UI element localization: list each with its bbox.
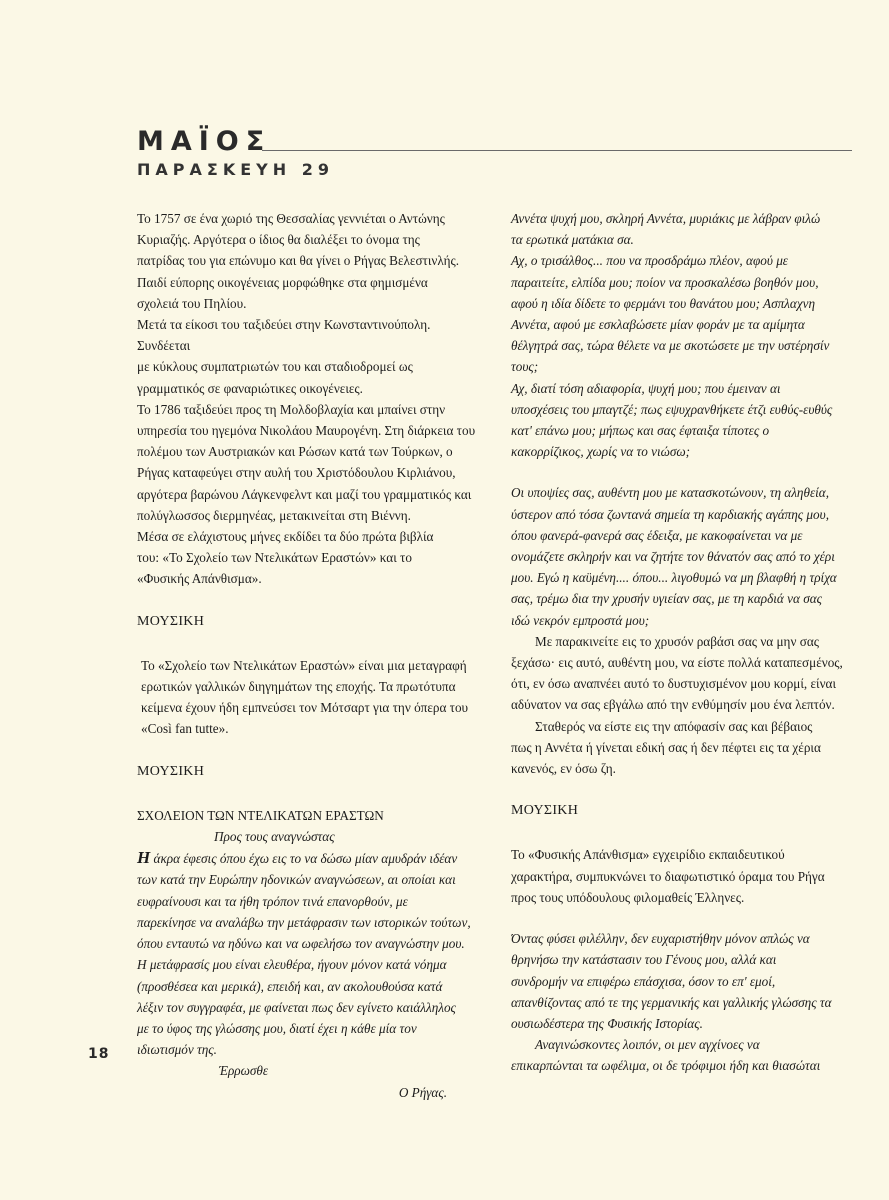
text-line: θρηνήσω την κατάστασιν του Γένους μου, αλλά και (511, 952, 777, 968)
text-line: Με παρακινείτε εις το χρυσόν ραβάσι σας να μην σας (535, 633, 819, 649)
text-line: Το «Φυσικής Απάνθισμα» εγχειρίδιο εκπαιδευτικού (511, 847, 785, 863)
text-line: χαρακτήρα, συμπυκνώνει το διαφωτιστικό όραμα του Ρήγα (511, 868, 825, 884)
text-line: αδύνατον να σας εβγάλω από την ενθύμησίν μου ένα λεπτόν. (511, 697, 835, 713)
book-title: ΣΧΟΛΕΙΟΝ ΤΩΝ ΝΤΕΛΙΚΑΤΩΝ ΕΡΑΣΤΩΝ (137, 807, 384, 823)
physics-quote (511, 928, 851, 1076)
text-line: πως η Αννέτα ή γίνεται εδική σας ή δεν πέφτει εις τα χέρια (511, 739, 821, 755)
section-heading-music-3: ΜΟΥΣΙΚΗ (511, 803, 579, 819)
text-line: Αχ, ο τρισάλθος... που να προσδράμω πλέον, αφού με (511, 253, 789, 269)
text-line (137, 847, 483, 869)
text-line: του: «Το Σχολείο των Ντελικάτων Εραστών» και το (137, 550, 412, 566)
text-line: με το ύφος της γλώσσης μου, διατί έχει η κάθε μία τον (137, 1020, 417, 1036)
section-heading-music-2: ΜΟΥΣΙΚΗ (137, 763, 205, 779)
text-line: υποσχέσεις του μπαγτζέ; πως εψυχρανθήκετε έτζι ευθύς-ευθύς (511, 401, 833, 417)
text-line: Αχ, διατί τόση αδιαφορία, ψυχή μου; που έμειναν αι (511, 380, 781, 396)
letter-excerpt-4 (511, 716, 851, 737)
text-line: ιδώ νεκρόν εμπροστά μου; (511, 612, 650, 628)
text-line: παραιτείτε, ελπίδα μου; ποίον να προσκαλέσω βοηθόν μου, (511, 274, 819, 290)
text-line: γραμματικός σε φαναριώτικες οικογένειες. (137, 380, 363, 396)
text-line: Το 1757 σε ένα χωριό της Θεσσαλίας γεννιέται ο Αντώνης (137, 211, 445, 226)
text-line: κανενός, εν όσω ζη. (511, 761, 616, 777)
text-line: σχολειά του Πηλίου. (137, 295, 247, 311)
text-line: προς τους υπόδουλους φιλομαθείς Έλληνες. (511, 889, 745, 905)
text-line: Το 1786 ταξιδεύει προς τη Μολδοβλαχία και μπαίνει στην (137, 401, 446, 417)
paragraph-gap (511, 908, 851, 928)
text-line: σας, τρέμω δια την χρυσήν υγιείαν σας, με τη καρδιά να σας (511, 591, 822, 607)
text-line: αφού η ιδία δίδετε το φερμάνι του θανάτου μου; Ασπλαχνη (511, 295, 816, 311)
text-line: αργότερα βαρώνου Λάγκενφελντ και μαζί του γραμματικός και (137, 486, 472, 502)
text-line: Το «Σχολείο των Ντελικάτων Εραστών» είναι μια μεταγραφή (141, 657, 467, 673)
text-line: ιδιωτισμόν της. (137, 1042, 217, 1058)
letter-excerpt-4-cont (511, 737, 851, 779)
text-line: Αννέτα, αφού με εσκλαβώσετε μίαν φοράν με τα αμίμητα (511, 317, 805, 333)
text-line: Παιδί εύπορης οικογένειας μορφώθηκε στα φημισμένα (137, 274, 428, 290)
signature: Ο Ρήγας. (398, 1084, 447, 1100)
text-line: ύστερον από τόσα ζωντανά σημεία τη καρδιακής αγάπης μου, (511, 506, 829, 522)
text-line: υπηρεσία του ηγεμόνα Νικολάου Μαυρογένη. Στη διάρκεια του (137, 423, 476, 439)
letter-excerpt-2 (511, 482, 851, 630)
right-column (511, 208, 851, 1077)
letter-excerpt-3-cont (511, 652, 851, 716)
text-line: κατ' επάνω μου; μήπως και σας έφταιξα τίποτες ο (511, 423, 770, 439)
drop-cap: Η (137, 848, 151, 868)
text-line: θέλγητρά σας, τώρα θέλετε να με σκοτώσετε με την υστέρησίν (511, 338, 830, 354)
text-line: κακορρίζικος, χωρίς να το νιώσω; (511, 444, 691, 460)
text-line: ονομάζετε σκληρήν και να ζητήτε τον θάνατόν σας από το χέρι (511, 549, 835, 565)
book-subtitle: Προς τους αναγνώστας (214, 829, 335, 845)
text-line: ότι, εν όσω αναπνέει αυτό το δυστυχισμένον μου κορμί, είναι (511, 676, 837, 692)
text-line: λέξιν τον συγγραφέα, με φαίνεται πως δεν εγίνετο καιάλληλος (137, 999, 456, 1015)
text-line: πατρίδας του για επώνυμο και θα γίνει ο Ρήγας Βελεστινλής. (137, 253, 460, 269)
text-line: κείμενα έχουν ήδη εμπνεύσει τον Μότσαρτ για την όπερα του (141, 700, 469, 716)
section-heading-music: ΜΟΥΣΙΚΗ (137, 613, 205, 629)
text-line: «Così fan tutte». (141, 721, 229, 737)
letter-excerpt-1 (511, 208, 851, 462)
text-line: πολέμου των Αυστριακών και Ρώσων κατά των Τούρκων, ο (137, 444, 453, 460)
text-line: Η μετάφρασίς μου είναι ελευθέρα, ήγουν μόνον κατά νόημα (137, 957, 447, 973)
paragraph-gap (511, 462, 851, 482)
text-line: τους; (511, 359, 539, 375)
text-line: Μετά τα είκοσι του ταξιδεύει στην Κωνσταντινούπολη. Συνδέεται (137, 317, 431, 354)
text-line: Μέσα σε ελάχιστους μήνες εκδίδει τα δύο πρώτα βιβλία (137, 529, 434, 545)
month-title: ΜΑΪΟΣ (137, 126, 272, 157)
intro-paragraph (137, 208, 483, 590)
day-title: ΠΑΡΑΣΚΕΥΗ 29 (137, 160, 334, 179)
text-line: παρεκίνησε να αναλάβω την μετάφρασιν των ιστορικών τούτων, (137, 914, 471, 930)
farewell: Έρρωσθε (219, 1063, 269, 1079)
text-line: με κύκλους συμπατριωτών του και σταδιοδρομεί ως (137, 359, 413, 375)
text-line: ευφραίνουσι και τα ήθη τρόπον τινά επανορθούν, με (137, 893, 408, 909)
music-paragraph (137, 655, 483, 740)
text-line: των κατά την Ευρώπην ηδονικών αναγνώσεων, αι οποίαι και (137, 872, 456, 888)
text-line: Αναγινώσκοντες λοιπόν, οι μεν αγχίνοες να (535, 1037, 760, 1053)
header-rule (262, 150, 852, 151)
text-line: ξεχάσω· εις αυτό, αυθέντη μου, να είστε πολλά καταπεσμένος, (511, 655, 843, 671)
text-line: Όντας φύσει φιλέλλην, δεν ευχαριστήθην μόνον απλώς να (511, 931, 810, 947)
text-line: Ρήγας καταφεύγει στην αυλή του Χριστόδουλου Κιρλιάνου, (137, 465, 456, 481)
text-line: επικαρπώνται τα ωφέλιμα, οι δε τρόφιμοι ήδη και θιασώται (511, 1058, 821, 1074)
text-line: Κυριαζής. Αργότερα ο ίδιος θα διαλέξει το όνομα της (137, 232, 420, 248)
letter-excerpt-3 (511, 631, 851, 652)
text-line: Σταθερός να είστε εις την απόφασίν σας και βέβαιος (535, 718, 813, 734)
text-line: «Φυσικής Απάνθισμα». (137, 571, 262, 587)
text-line: συνδρομήν να επιφέρω επάσχισα, όσον το επ' εμοί, (511, 973, 776, 989)
text-line: πολύγλωσσος διερμηνέας, μετακινείται στη Βιέννη. (137, 507, 411, 523)
text-line: όπου ενταυτώ να ηδύνω και να ωφελήσω τον αναγνώστην μου. (137, 936, 465, 952)
text-line: όπου φανερά-φανερά σας έδειξα, με κακοφαίνεται να με (511, 527, 803, 543)
left-column (137, 208, 483, 1103)
page-number: 18 (88, 1046, 110, 1062)
text-line: ερωτικών γαλλικών διηγημάτων της εποχής. Τα πρωτότυπα (141, 679, 456, 695)
text-line: μου. Εγώ η καϋμένη.... όπου... λιγοθυμώ να μη βλαφθή η τρίχα (511, 570, 837, 586)
text-line: Αννέτα ψυχή μου, σκληρή Αννέτα, μυριάκις με λάβραν φιλώ (511, 211, 821, 226)
text-line: Οι υποψίες σας, αυθέντη μου με κατασκοτώνουν, τη αληθεία, (511, 485, 830, 501)
first-line: άκρα έφεσις όπου έχω εις το να δώσω μίαν αμυδράν ιδέαν (150, 851, 458, 867)
text-line: τα ερωτικά ματάκια σα. (511, 232, 634, 248)
text-line: ουσιωδέστερα της Φυσικής Ιστορίας. (511, 1015, 703, 1031)
preface-text (137, 847, 483, 1102)
physics-paragraph (511, 844, 851, 908)
text-line: απανθίζοντας από τε της γερμανικής και γαλλικής γλώσσης τα (511, 994, 832, 1010)
text-line: (προσθέσεα και μερικά), επειδή και, αν ακολουθούσα κατά (137, 978, 443, 994)
